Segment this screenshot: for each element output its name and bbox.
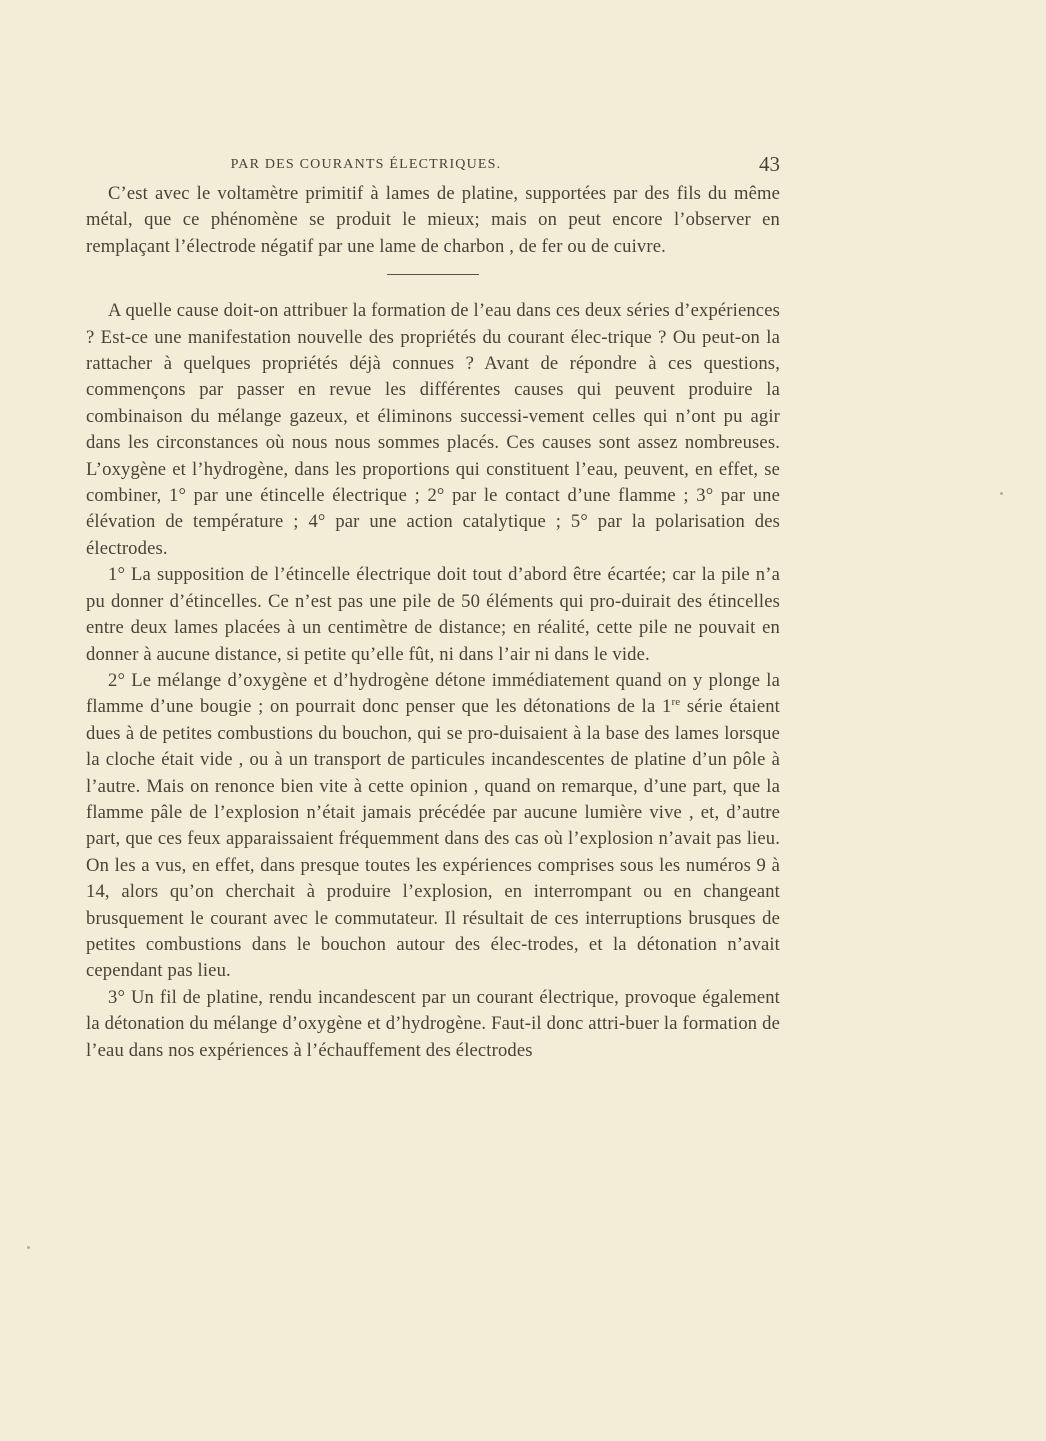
paragraph-3: 1° La supposition de l’étincelle électrique doit tout d’abord être écartée; car la pile n’a pu donner d’étincelles. Ce n’est pas une pile de 50 éléments qui pro-duirait des étincelles entre deux lames placées à un centimètre de distance; en réalité, cette pile ne pouvait en donner à aucune distance, si petite qu’elle fût, ni dans l’air ni dans le vide. bbox=[86, 564, 780, 665]
paragraph-2: A quelle cause doit-on attribuer la formation de l’eau dans ces deux séries d’expériences ? Est-ce une manifestation nouvelle des propriétés du courant élec-trique ? Ou peut-on la rattacher à quelques propriétés déjà connues ? Avant de répondre à ces questions, commençons par passer en revue les différentes causes qui peuvent produire la combinaison du mélange gazeux, et éliminons successi-vement celles qui n’ont pu agir dans les circonstances où nous nous sommes placés. Ces causes sont assez nombreuses. L’oxygène et l’hydrogène, dans les proportions qui constituent l’eau, peuvent, en effet, se combiner, 1° par une étincelle électrique ; 2° par le contact d’une flamme ; 3° par une élévation de température ; 4° par une action catalytique ; 5° par la polarisation des électrodes. bbox=[86, 300, 780, 559]
ordinal-superscript: re bbox=[671, 696, 681, 709]
running-header bbox=[86, 152, 780, 178]
paragraph-4-end: série étaient dues à de petites combustions du bouchon, qui se pro-duisaient à la base des lames lorsque la cloche était vide , ou à un transport de particules incandescentes de platine d’un pôle à l’autre. Mais on renonce bien vite à cette opinion , quand on remarque, d’une part, que la flamme pâle de l’explosion n’était jamais précédée par aucune lumière vive , et, d’autre part, que ces feux apparaissaient fréquemment dans des cas où l’explosion n’avait pas lieu. On les a vus, en effet, dans presque toutes les expériences comprises sous les numéros 9 à 14, alors qu’on cherchait à produire l’explosion, en interrompant ou en changeant brusquement le courant avec le commutateur. Il résultait de ces interruptions brusques de petites combustions dans le bouchon autour des élec-trodes, et la détonation n’avait cependant pas lieu. bbox=[86, 696, 780, 982]
body-text bbox=[86, 181, 780, 1064]
paragraph-4 bbox=[86, 668, 780, 985]
paragraph-1: C’est avec le voltamètre primitif à lames de platine, supportées par des fils du même métal, que ce phénomène se produit le mieux; mais on peut encore l’observer en remplaçant l’électrode négatif par une lame de charbon , de fer ou de cuivre. bbox=[86, 183, 780, 257]
paper-speck bbox=[1000, 492, 1003, 495]
paragraph-4-start: 2° Le mélange d’oxygène et d’hydrogène détone immédiatement quand on y plonge la flamme d’une bougie ; on pourrait donc penser que les détonations de la 1 bbox=[86, 669, 780, 718]
paragraph-5: 3° Un fil de platine, rendu incandescent par un courant électrique, provoque également la détonation du mélange d’oxygène et d’hydrogène. Faut-il donc attri-buer la formation de l’eau dans nos expériences à l’échauffement des électrodes bbox=[86, 986, 780, 1061]
running-title: PAR DES COURANTS ÉLECTRIQUES. bbox=[230, 157, 502, 172]
page-number: 43 bbox=[759, 152, 780, 176]
paper-speck bbox=[27, 1246, 30, 1249]
section-separator bbox=[387, 274, 479, 275]
